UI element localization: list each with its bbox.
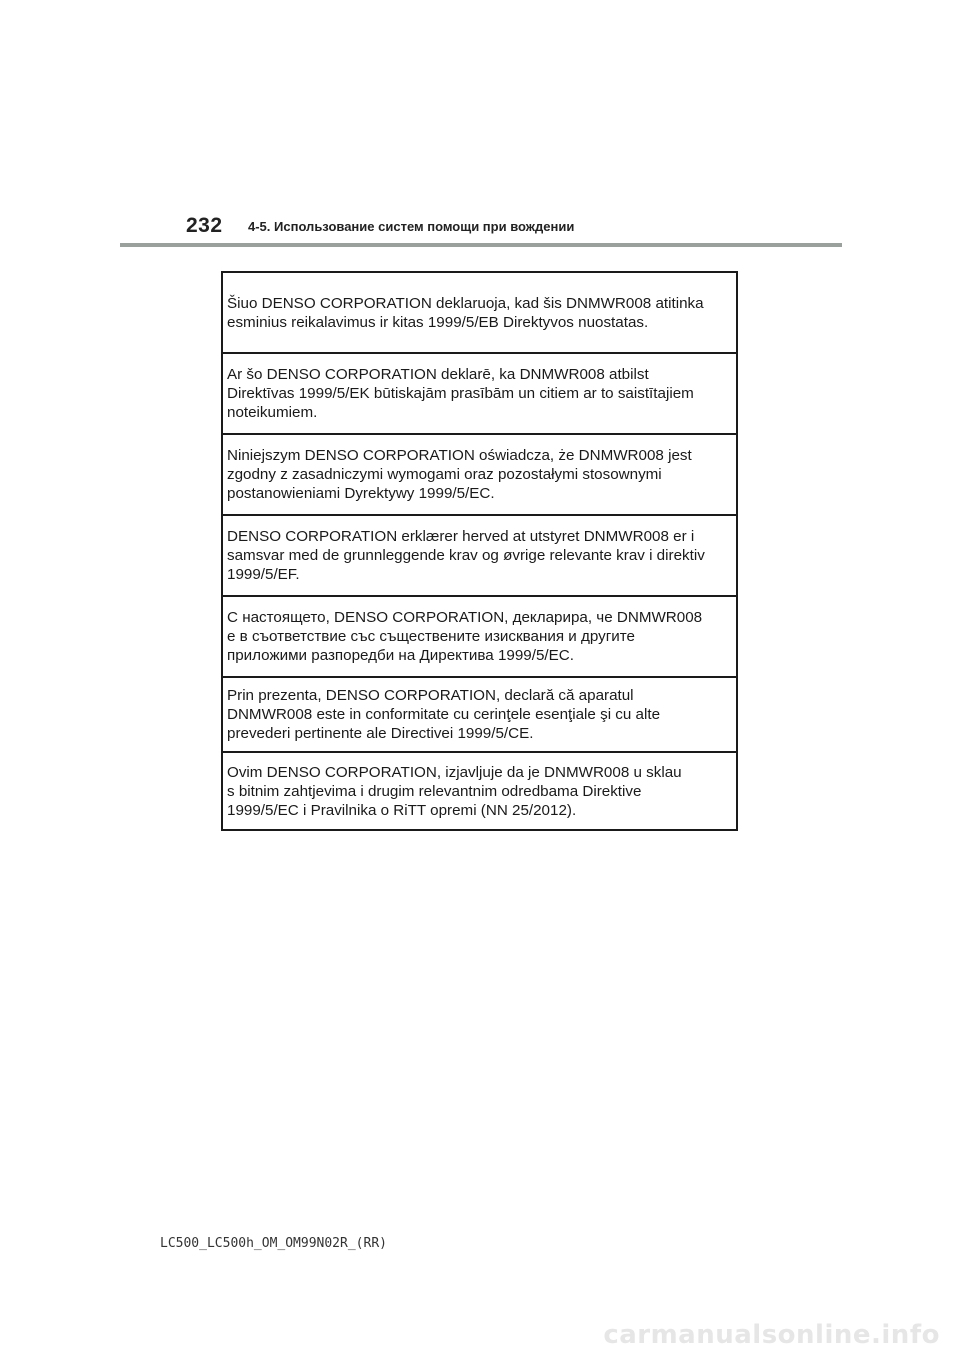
declaration-latvian: Ar šo DENSO CORPORATION deklarē, ka DNMWR008 atbilst Direktīvas 1999/5/EK būtiskajām prasībām un citiem ar to saistītajiem noteikumiem. xyxy=(222,353,737,434)
header-divider xyxy=(120,243,842,247)
declaration-bulgarian: С настоящето, DENSO CORPORATION, декларира, че DNMWR008 е в съответствие със съществените изисквания и другите приложими разпоредби на Директива 1999/5/ЕС. xyxy=(222,596,737,677)
table-row xyxy=(222,272,737,353)
declaration-table xyxy=(221,271,738,831)
table-row xyxy=(222,752,737,830)
declaration-romanian: Prin prezenta, DENSO CORPORATION, declară că aparatul DNMWR008 este in conformitate cu cerinţele esenţiale şi cu alte prevederi pertinente ale Directivei 1999/5/CE. xyxy=(222,677,737,752)
declaration-norwegian: DENSO CORPORATION erklærer herved at utstyret DNMWR008 er i samsvar med de grunnleggende krav og øvrige relevante krav i direktiv 1999/5/EF. xyxy=(222,515,737,596)
table-row xyxy=(222,677,737,752)
table-row xyxy=(222,434,737,515)
page-number: 232 xyxy=(186,214,223,237)
declaration-croatian: Ovim DENSO CORPORATION, izjavljuje da je DNMWR008 u sklau s bitnim zahtjevima i drugim relevantnim odredbama Direktive 1999/5/EC i Pravilnika o RiTT opremi (NN 25/2012). xyxy=(227,763,682,819)
table-row xyxy=(222,515,737,596)
watermark-text: carmanualsonline.info xyxy=(603,1320,940,1350)
document-code: LC500_LC500h_OM_OM99N02R_(RR) xyxy=(160,1236,387,1251)
table-row xyxy=(222,353,737,434)
declaration-polish: Niniejszym DENSO CORPORATION oświadcza, że DNMWR008 jest zgodny z zasadniczymi wymogami oraz pozostałymi stosownymi postanowieniami Dyrektywy 1999/5/EC. xyxy=(222,434,737,515)
table-row xyxy=(222,596,737,677)
declaration-lithuanian: Šiuo DENSO CORPORATION deklaruoja, kad šis DNMWR008 atitinka esminius reikalavimus ir kitas 1999/5/EB Direktyvos nuostatas. xyxy=(222,272,737,353)
section-title: 4-5. Использование систем помощи при вождении xyxy=(248,219,575,234)
